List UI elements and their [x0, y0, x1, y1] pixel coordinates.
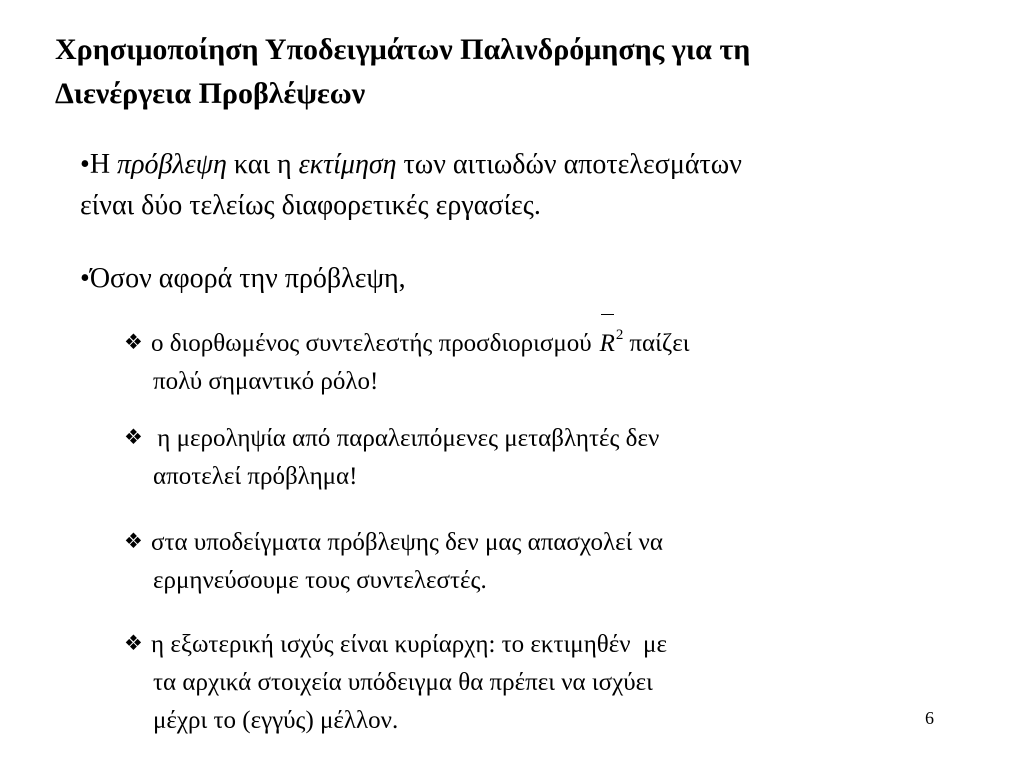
sub-bullet-line-1	[124, 316, 964, 363]
bullet-line-1	[80, 144, 980, 185]
overbar	[601, 314, 615, 315]
bullet-text-part: και η	[226, 149, 299, 180]
sub-bullet-text: η εξωτερική ισχύς είναι κυρίαρχη: το εκτιμηθέν με	[151, 631, 667, 658]
sub-bullet-coefficients	[124, 522, 964, 600]
sub-bullet-line-1	[124, 522, 964, 562]
sub-bullet-text: παίζει	[629, 330, 690, 357]
bullet-text-part: Η	[89, 149, 118, 180]
sub-bullet-omitted-variable-bias	[124, 418, 964, 496]
sub-bullet-text: ο διορθωμένος συντελεστής προσδιορισμού	[151, 330, 592, 357]
slide-title	[55, 28, 955, 116]
bullet-marker: •	[80, 263, 90, 294]
sub-bullet-line-2: πολύ σημαντικό ρόλο!	[153, 368, 379, 395]
emphasis-estimation: εκτίμηση	[298, 149, 397, 180]
bullet-marker: •	[80, 149, 90, 180]
adjusted-r-squared-symbol	[600, 316, 624, 363]
bullet-text: Όσον αφορά την πρόβλεψη,	[89, 263, 406, 294]
sub-bullet-line-2: αποτελεί πρόβλημα!	[153, 463, 358, 490]
bullet-text-part: των αιτιωδών αποτελεσμάτων	[396, 149, 742, 180]
sub-bullet-line-1	[124, 418, 964, 458]
bullet-regarding-prediction	[80, 258, 980, 299]
r-superscript: 2	[615, 327, 624, 343]
sub-bullet-adjusted-r2	[124, 316, 964, 401]
bullet-prediction-vs-estimation	[80, 144, 980, 226]
r-symbol: R	[599, 330, 615, 357]
sub-bullet-line-2: τα αρχικά στοιχεία υπόδειγμα θα πρέπει να ισχύει	[153, 669, 653, 696]
diamond-bullet-icon: ❖	[124, 529, 143, 553]
diamond-bullet-icon: ❖	[124, 330, 143, 354]
sub-bullet-text: στα υποδείγματα πρόβλεψης δεν μας απασχολεί να	[151, 529, 663, 556]
emphasis-prediction: πρόβλεψη	[117, 149, 227, 180]
diamond-bullet-icon: ❖	[124, 631, 143, 655]
sub-bullet-line-3: μέχρι το (εγγύς) μέλλον.	[153, 707, 399, 734]
page-number: 6	[925, 708, 934, 728]
bullet-line	[80, 258, 980, 299]
sub-bullet-line-2: ερμηνεύσουμε τους συντελεστές.	[153, 567, 487, 594]
sub-bullet-external-validity	[124, 624, 964, 740]
bullet-line-2: είναι δύο τελείως διαφορετικές εργασίες.	[80, 190, 541, 221]
diamond-bullet-icon: ❖	[124, 425, 143, 449]
sub-bullet-line-1	[124, 624, 964, 664]
slide-title-line-1: Χρησιμοποίηση Υποδειγμάτων Παλινδρόμησης για τη	[55, 33, 751, 66]
slide-title-line-2: Διενέργεια Προβλέψεων	[55, 77, 366, 110]
sub-bullet-text: η μεροληψία από παραλειπόμενες μεταβλητές δεν	[151, 425, 660, 452]
